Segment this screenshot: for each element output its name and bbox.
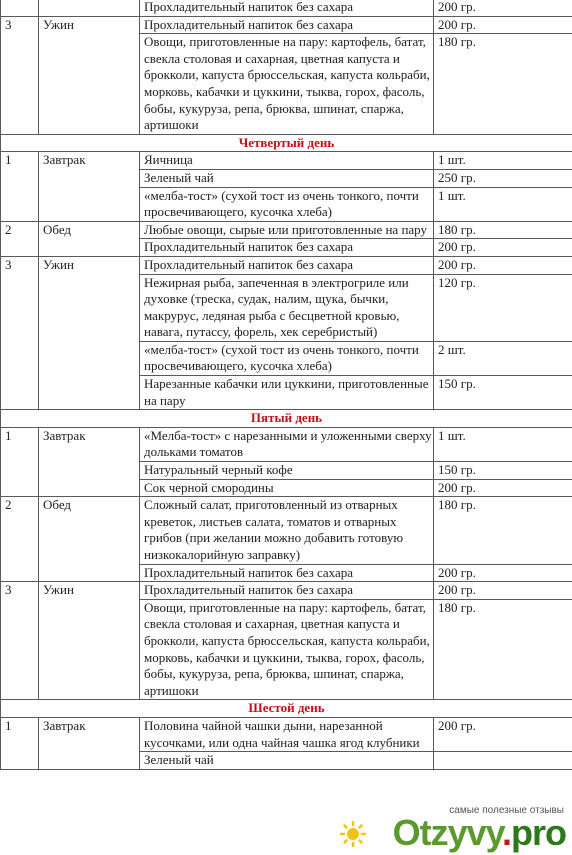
meal-row xyxy=(1,169,572,187)
meal-name: Завтрак xyxy=(39,427,140,461)
meal-name xyxy=(39,376,140,410)
food-description: Натуральный черный кофе xyxy=(140,462,434,480)
meal-number: 1 xyxy=(1,427,39,461)
meal-number: 2 xyxy=(1,221,39,239)
meal-name xyxy=(39,239,140,257)
food-amount: 200 гр. xyxy=(434,717,572,751)
meal-number xyxy=(1,187,39,221)
food-description: «мелба-тост» (сухой тост из очень тонкого, почти просвечивающего, кусочка хлеба) xyxy=(140,341,434,375)
meal-name: Завтрак xyxy=(39,717,140,751)
meal-name xyxy=(39,274,140,341)
meal-number xyxy=(1,239,39,257)
meal-name xyxy=(39,752,140,770)
food-description: Яичница xyxy=(140,152,434,170)
meal-number: 3 xyxy=(1,582,39,600)
meal-row xyxy=(1,427,572,461)
meal-row xyxy=(1,479,572,497)
food-description: Овощи, приготовленные на пару: картофель, батат, свекла столовая и сахарная, цветная капуста и брокколи, капуста брюссельская, капуста кольраби, морковь, кабачки и цуккини, тыква, горох, фасоль, бобы, кукуруза, репа, брюква, шпинат, спаржа, артишоки xyxy=(140,599,434,700)
meal-name xyxy=(39,564,140,582)
food-amount: 1 шт. xyxy=(434,187,572,221)
day-title: Четвертый день xyxy=(1,134,572,152)
meal-row xyxy=(1,274,572,341)
meal-name: Ужин xyxy=(39,582,140,600)
food-amount: 200 гр. xyxy=(434,239,572,257)
meal-number xyxy=(1,752,39,770)
food-description: «мелба-тост» (сухой тост из очень тонкого, почти просвечивающего, кусочка хлеба) xyxy=(140,187,434,221)
food-description: Прохладительный напиток без сахара xyxy=(140,239,434,257)
food-amount: 1 шт. xyxy=(434,152,572,170)
day-header-row xyxy=(1,700,572,718)
meal-name xyxy=(39,599,140,700)
food-amount: 1 шт. xyxy=(434,427,572,461)
food-amount: 200 гр. xyxy=(434,564,572,582)
meal-row xyxy=(1,497,572,564)
food-description: Прохладительный напиток без сахара xyxy=(140,256,434,274)
meal-row xyxy=(1,16,572,34)
meal-row xyxy=(1,599,572,700)
meal-row xyxy=(1,34,572,135)
food-amount: 120 гр. xyxy=(434,274,572,341)
food-description: Нежирная рыба, запеченная в электрогриле или духовке (треска, судак, налим, щука, бычки, макрурус, ледяная рыба с бесцветной кровью, навага, путассу, форель, хек серебристый) xyxy=(140,274,434,341)
meal-number: 2 xyxy=(1,497,39,564)
food-amount xyxy=(434,752,572,770)
meal-name xyxy=(39,34,140,135)
day-title: Пятый день xyxy=(1,410,572,428)
watermark-tagline: самые полезные отзывы xyxy=(449,805,564,816)
meal-number: 3 xyxy=(1,256,39,274)
meal-number xyxy=(1,376,39,410)
otzyvy-watermark xyxy=(336,805,566,853)
sun-logo-icon xyxy=(340,821,366,847)
meal-name: Обед xyxy=(39,221,140,239)
meal-name xyxy=(39,462,140,480)
meal-number xyxy=(1,599,39,700)
day-header-row xyxy=(1,410,572,428)
meal-row xyxy=(1,376,572,410)
meal-row xyxy=(1,341,572,375)
meal-name xyxy=(39,0,140,16)
food-amount: 180 гр. xyxy=(434,497,572,564)
meal-row xyxy=(1,752,572,770)
watermark-logo: Otzyvy.pro xyxy=(392,812,566,853)
food-amount: 180 гр. xyxy=(434,34,572,135)
meal-name: Завтрак xyxy=(39,152,140,170)
food-description: Половина чайной чашки дыни, нарезанной кусочками, или одна чайная чашка ягод клубники xyxy=(140,717,434,751)
food-amount: 150 гр. xyxy=(434,462,572,480)
food-description: Прохладительный напиток без сахара xyxy=(140,16,434,34)
meal-number xyxy=(1,169,39,187)
meal-name: Ужин xyxy=(39,16,140,34)
meal-number xyxy=(1,479,39,497)
meal-name xyxy=(39,479,140,497)
meal-number: 1 xyxy=(1,152,39,170)
food-amount: 200 гр. xyxy=(434,582,572,600)
food-description: Прохладительный напиток без сахара xyxy=(140,564,434,582)
meal-row xyxy=(1,256,572,274)
food-description: Сложный салат, приготовленный из отварных креветок, листьев салата, томатов и отварных грибов (при желании можно добавить готовую низкокалорийную заправку) xyxy=(140,497,434,564)
meal-number: 3 xyxy=(1,16,39,34)
meal-row xyxy=(1,462,572,480)
meal-row xyxy=(1,187,572,221)
food-description: Прохладительный напиток без сахара xyxy=(140,0,434,16)
meal-name xyxy=(39,187,140,221)
meal-number xyxy=(1,462,39,480)
meal-row xyxy=(1,152,572,170)
meal-row xyxy=(1,0,572,16)
meal-number xyxy=(1,274,39,341)
food-amount: 2 шт. xyxy=(434,341,572,375)
food-amount: 200 гр. xyxy=(434,256,572,274)
food-description: Сок черной смородины xyxy=(140,479,434,497)
meal-row xyxy=(1,221,572,239)
food-description: Любые овощи, сырые или приготовленные на пару xyxy=(140,221,434,239)
food-amount: 150 гр. xyxy=(434,376,572,410)
food-description: Прохладительный напиток без сахара xyxy=(140,582,434,600)
meal-number: 1 xyxy=(1,717,39,751)
food-amount: 200 гр. xyxy=(434,0,572,16)
meal-name: Обед xyxy=(39,497,140,564)
meal-number xyxy=(1,341,39,375)
food-description: «Мелба-тост» с нарезанными и уложенными сверху дольками томатов xyxy=(140,427,434,461)
day-header-row xyxy=(1,134,572,152)
meal-row xyxy=(1,582,572,600)
meal-number xyxy=(1,0,39,16)
meal-name xyxy=(39,169,140,187)
meal-row xyxy=(1,564,572,582)
food-description: Нарезанные кабачки или цуккини, приготовленные на пару xyxy=(140,376,434,410)
meal-row xyxy=(1,717,572,751)
food-description: Зеленый чай xyxy=(140,752,434,770)
food-amount: 200 гр. xyxy=(434,16,572,34)
meal-name xyxy=(39,341,140,375)
day-title: Шестой день xyxy=(1,700,572,718)
meal-name: Ужин xyxy=(39,256,140,274)
food-amount: 180 гр. xyxy=(434,221,572,239)
meal-number xyxy=(1,564,39,582)
meal-number xyxy=(1,34,39,135)
food-amount: 250 гр. xyxy=(434,169,572,187)
food-description: Зеленый чай xyxy=(140,169,434,187)
food-description: Овощи, приготовленные на пару: картофель, батат, свекла столовая и сахарная, цветная капуста и брокколи, капуста брюссельская, капуста кольраби, морковь, кабачки и цуккини, тыква, горох, фасоль, бобы, кукуруза, репа, брюква, шпинат, спаржа, артишоки xyxy=(140,34,434,135)
meal-row xyxy=(1,239,572,257)
food-amount: 200 гр. xyxy=(434,479,572,497)
food-amount: 180 гр. xyxy=(434,599,572,700)
